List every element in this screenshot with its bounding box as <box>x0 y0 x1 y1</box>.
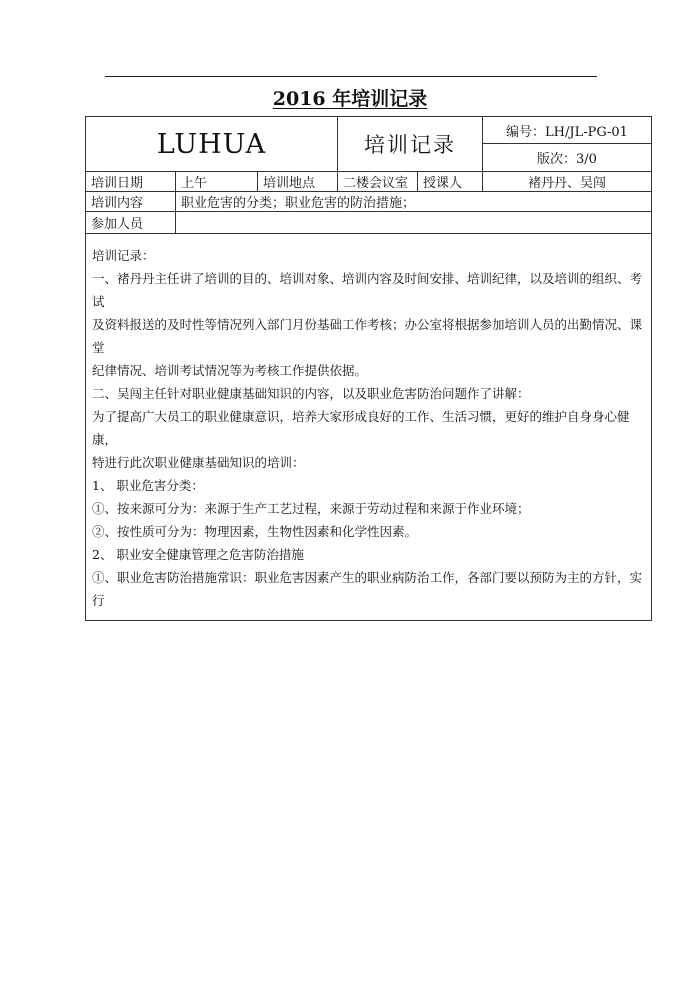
lecturer-label: 授课人 <box>418 172 483 192</box>
document-title: 2016 年培训记录 <box>272 88 428 110</box>
company-logo: LUHUA <box>86 117 338 172</box>
location-value: 二楼会议室 <box>338 172 418 192</box>
content-value: 职业危害的分类；职业危害的防治措施； <box>176 192 652 212</box>
record-body <box>86 234 652 621</box>
record-line: 纪律情况、培训考试情况等为考核工作提供依据。 <box>92 363 368 378</box>
record-line: ②、按性质可分为：物理因素，生物性因素和化学性因素。 <box>92 524 418 539</box>
attendees-label: 参加人员 <box>86 212 176 234</box>
record-line: ①、按来源可分为：来源于生产工艺过程，来源于劳动过程和来源于作业环境； <box>92 501 530 516</box>
content-label: 培训内容 <box>86 192 176 212</box>
record-line: ①、职业危害防治措施常识：职业危害因素产生的职业病防治工作，各部门要以预防为主的方针，实行 <box>92 570 643 608</box>
record-line: 为了提高广大员工的职业健康意识，培养大家形成良好的工作、生活习惯，更好的维护自身身心健康， <box>92 409 630 447</box>
training-record-table <box>85 116 652 621</box>
record-line: 培训记录： <box>92 248 155 263</box>
date-label: 培训日期 <box>86 172 176 192</box>
record-line: 及资料报送的及时性等情况列入部门月份基础工作考核；办公室将根据参加培训人员的出勤情况、课堂 <box>92 317 643 355</box>
location-label: 培训地点 <box>258 172 338 192</box>
record-line: 一、褚丹丹主任讲了培训的目的、培训对象、培训内容及时间安排、培训纪律，以及培训的组织、考试 <box>92 271 643 309</box>
record-line: 二、吴闯主任针对职业健康基础知识的内容，以及职业危害防治问题作了讲解： <box>92 386 530 401</box>
date-value: 上午 <box>176 172 258 192</box>
record-line: 特进行此次职业健康基础知识的培训： <box>92 455 305 470</box>
form-title: 培训记录 <box>338 117 483 172</box>
attendees-value <box>176 212 652 234</box>
record-line: 2、 职业安全健康管理之危害防治措施 <box>92 547 304 562</box>
lecturer-value: 褚丹丹、吴闯 <box>483 172 652 192</box>
record-line: 1、 职业危害分类： <box>92 478 204 493</box>
top-rule <box>105 76 597 77</box>
document-version: 版次：3/0 <box>483 144 652 172</box>
document-code: 编号：LH/JL-PG-01 <box>483 117 652 144</box>
